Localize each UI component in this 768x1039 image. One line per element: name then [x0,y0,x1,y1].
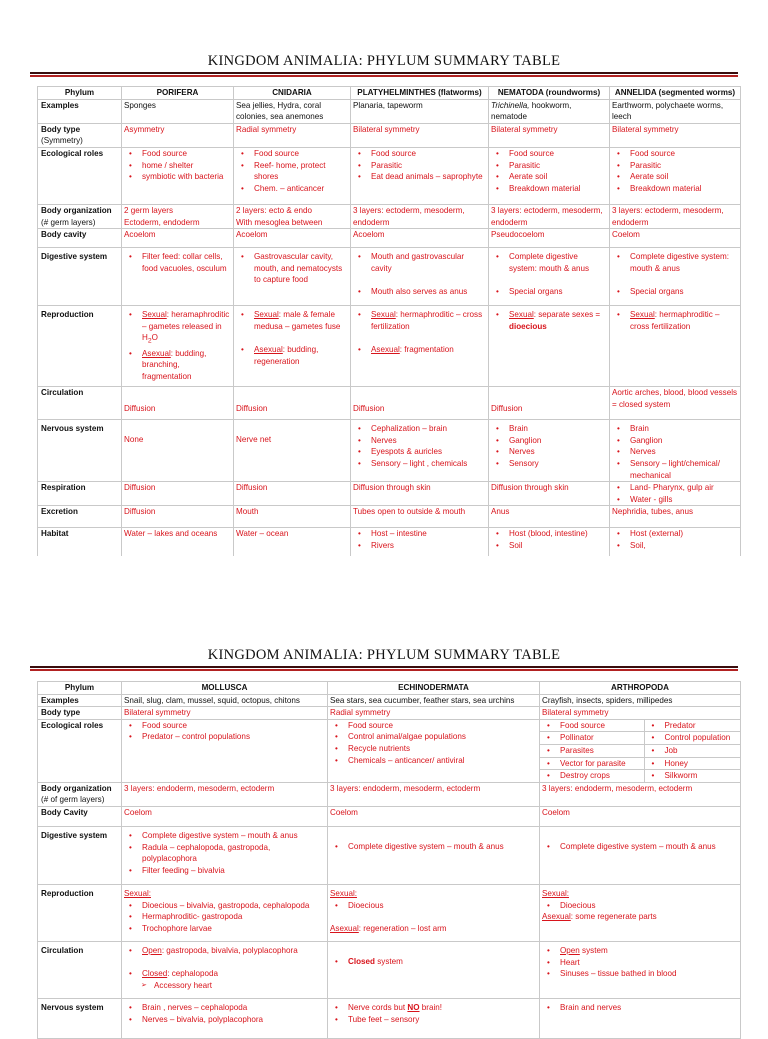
row-label: Body Cavity [38,806,122,826]
list-item: • Host – intestine [353,528,486,540]
cell: Diffusion [234,387,351,420]
list-item: • Complete digestive system – mouth & anus [330,841,537,853]
cell [328,998,540,1038]
cell: Anus [489,506,610,528]
cell [489,99,610,123]
cavity-row [38,229,741,248]
body-type-row [38,707,741,720]
header-porifera: PORIFERA [122,87,234,100]
cell: Diffusion [122,506,234,528]
cell [122,147,234,204]
grid-cell [644,770,740,782]
cell: Diffusion [122,387,234,420]
list-item: • Ganglion [491,435,607,447]
cell: Aortic arches, blood, blood vessels = closed system [610,387,741,420]
list-item: • Sexual: hermaphroditic – cross fertilization [353,309,486,332]
cell-text: hookworm, nematode [491,100,572,122]
list-item: • Special organs [491,286,607,298]
cell [540,998,741,1038]
cell: Diffusion [234,482,351,506]
cell: 3 layers: endoderm, mesoderm, ectoderm [328,782,540,806]
cell: Tubes open to outside & mouth [351,506,489,528]
row-label: Nervous system [38,998,122,1038]
cell [351,528,489,558]
cell [122,204,234,228]
cell: Acoelom [122,229,234,248]
header-mollusca: MOLLUSCA [122,682,328,695]
list-item: • Pollinator [542,732,642,744]
label-text: Body organization [41,783,112,793]
cell-text: : some regenerate parts [570,912,657,922]
cell [328,719,540,782]
list-item: • Open system [542,945,738,957]
digestive-row [38,826,741,884]
cell: Sea jellies, Hydra, coral colonies, sea anemones [234,99,351,123]
cell [122,248,234,306]
cell [540,884,741,941]
examples-row [38,99,741,123]
list-item: • Silkworm [647,770,739,782]
asexual-label: Asexual [542,912,571,922]
cell [234,204,351,228]
list-item: • Gastrovascular cavity, mouth, and nematocysts to capture food [236,251,348,286]
cell: Diffusion through skin [351,482,489,506]
list-item: • Honey [647,758,739,770]
arthropoda-eco-grid [540,720,740,782]
cell-line: Ectoderm, endoderm [124,217,200,227]
cell [610,248,741,306]
list-item: • Dioecious [330,900,537,912]
list-item: • Parasites [542,745,642,757]
row-label [38,782,122,806]
cell [122,884,328,941]
list-item: • Complete digestive system: mouth & anus [612,251,738,274]
cell [610,482,741,506]
cell [122,719,328,782]
list-item: • Nerves [612,446,738,458]
list-item: • Tube feet – sensory [330,1014,537,1026]
list-item: • Food source [542,720,642,732]
list-item: • Trochophore larvae [124,923,325,935]
cell: 3 layers: ectoderm, mesoderm, endoderm [489,204,610,228]
list-item: • Reef- home, protect shores [236,160,348,183]
list-item: • Vector for parasite [542,758,642,770]
cell [489,248,610,306]
cell [489,420,610,482]
label-sub: (# germ layers) [41,217,96,227]
cell: Coelom [540,806,741,826]
list-item: • Asexual: budding, branching, fragmentation [124,348,231,383]
sexual-label: Sexual: [124,888,151,898]
nervous-row [38,420,741,482]
cell [489,306,610,387]
list-item: • Sensory [491,458,607,470]
grid-cell [540,744,644,757]
eco-row [38,719,741,782]
phylum-table-2 [37,681,741,1039]
header-phylum: Phylum [38,682,122,695]
list-item: • Parasitic [491,160,607,172]
grid-cell [644,720,740,732]
list-item: • Sexual: hermaphroditic – cross fertilization [612,309,738,332]
list-item: • Sensory – light , chemicals [353,458,486,470]
title-rule-2 [30,666,738,671]
row-label: Examples [38,99,122,123]
list-item: • Parasitic [353,160,486,172]
circulation-row [38,387,741,420]
cell [540,719,741,782]
cell: Nerve net [234,420,351,482]
label-text: Body organization [41,205,112,215]
list-item: • Control population [647,732,739,744]
row-label: Reproduction [38,884,122,941]
cell: Coelom [328,806,540,826]
cell [328,884,540,941]
cell: Mouth [234,506,351,528]
cell [540,941,741,998]
list-item: • Breakdown material [612,183,738,195]
row-label: Ecological roles [38,147,122,204]
row-label: Reproduction [38,306,122,387]
cell: Earthworm, polychaete worms, leech [610,99,741,123]
cell: 3 layers: ectoderm, mesoderm, endoderm [351,204,489,228]
list-item: • Parasitic [612,160,738,172]
list-item: • Dioecious – bivalvia, gastropoda, cephalopoda [124,900,325,912]
list-item: • Ganglion [612,435,738,447]
cell [489,147,610,204]
cell-line: 2 germ layers [124,205,174,215]
list-item: • Predator [647,720,739,732]
list-item: • Control animal/algae populations [330,731,537,743]
list-item: • symbiotic with bacteria [124,171,231,183]
grid-cell [644,757,740,770]
list-item: • Dioecious [542,900,738,912]
header-platyhelminthes: PLATYHELMINTHES (flatworms) [351,87,489,100]
list-item: • Brain and nerves [542,1002,738,1014]
list-item: • Brain [491,423,607,435]
cell: Diffusion [351,387,489,420]
list-item: • Heart [542,957,738,969]
cell [351,248,489,306]
list-item: • Filter feeding – bivalvia [124,865,325,877]
label-text: Body type [41,124,81,134]
list-item: • Host (external) [612,528,738,540]
cell [610,147,741,204]
cell: 3 layers: endoderm, mesoderm, ectoderm [122,782,328,806]
cell: Pseudocoelom [489,229,610,248]
row-label: Circulation [38,387,122,420]
cell: Acoelom [351,229,489,248]
list-item: • Soil, [612,540,738,552]
list-item: • Destroy crops [542,770,642,782]
list-item: • Aerate soil [612,171,738,183]
habitat-row [38,528,741,558]
row-label: Habitat [38,528,122,558]
sexual-label: Sexual: [542,888,569,898]
list-item: • Food source [491,148,607,160]
cell: Diffusion [489,387,610,420]
list-item: • Hermaphroditic- gastropoda [124,911,325,923]
header-cnidaria: CNIDARIA [234,87,351,100]
list-item: • Sinuses – tissue bathed in blood [542,968,738,980]
title-rule [30,72,738,77]
cell [122,306,234,387]
italic-genus: Trichinella, [491,100,530,110]
row-label: Nervous system [38,420,122,482]
cell [122,941,328,998]
cell [234,248,351,306]
cell [328,941,540,998]
list-item: • Mouth and gastrovascular cavity [353,251,486,274]
cell [610,420,741,482]
eco-row [38,147,741,204]
cell: Water – ocean [234,528,351,558]
list-item: • Open: gastropoda, bivalvia, polyplacophora [124,945,325,957]
list-item: ➢ Accessory heart [124,980,325,992]
list-item: • Nerves [353,435,486,447]
list-item: • Job [647,745,739,757]
list-item: • Nerves [491,446,607,458]
list-item: • Special organs [612,286,738,298]
cell [234,147,351,204]
row-label: Body cavity [38,229,122,248]
list-item: • Closed system [330,956,537,968]
row-label: Respiration [38,482,122,506]
grid-cell [540,757,644,770]
cell [122,998,328,1038]
list-item: • Complete digestive system – mouth & anus [542,841,738,853]
cell [610,306,741,387]
list-item: • Nerves – bivalvia, polyplacophora [124,1014,325,1026]
cell-line: With mesoglea between [236,217,323,227]
cell: Diffusion through skin [489,482,610,506]
cell: Acoelom [234,229,351,248]
list-item: • Sensory – light/chemical/ mechanical [612,458,738,481]
list-item: • Host (blood, intestine) [491,528,607,540]
list-item: • Land- Pharynx, gulp air [612,482,738,494]
list-item: • Food source [124,720,325,732]
cell: Sea stars, sea cucumber, feather stars, sea urchins [328,694,540,707]
body-type-row [38,123,741,147]
header-arthropoda: ARTHROPODA [540,682,741,695]
cell: Coelom [122,806,328,826]
list-item: • Radula – cephalopoda, gastropoda, polyplacophora [124,842,325,865]
header-row [38,682,741,695]
list-item: • Brain [612,423,738,435]
cell-text: : regeneration – lost arm [358,923,447,933]
list-item: • home / shelter [124,160,231,172]
list-item: • Aerate soil [491,171,607,183]
cell: 3 layers: endoderm, mesoderm, ectoderm [540,782,741,806]
page-title: KINGDOM ANIMALIA: PHYLUM SUMMARY TABLE [207,53,561,69]
excretion-row [38,506,741,528]
list-item: • Mouth also serves as anus [353,286,486,298]
phylum-table-1 [37,86,741,558]
list-item: • Recycle nutrients [330,743,537,755]
cell: 3 layers: ectoderm, mesoderm, endoderm [610,204,741,228]
cell: Diffusion [122,482,234,506]
cell: Bilateral symmetry [489,123,610,147]
header-annelida: ANNELIDA (segmented worms) [610,87,741,100]
cell [351,420,489,482]
list-item: • Complete digestive system – mouth & anus [124,830,325,842]
list-item: • Food source [124,148,231,160]
list-item: • Soil [491,540,607,552]
cell: Bilateral symmetry [122,707,328,720]
row-label: Circulation [38,941,122,998]
cell: Asymmetry [122,123,234,147]
label-sub: (Symmetry) [41,136,83,146]
cell: Bilateral symmetry [540,707,741,720]
page-cut-mask [0,556,768,640]
asexual-label: Asexual [330,923,359,933]
grid-cell [644,732,740,745]
list-item: • Breakdown material [491,183,607,195]
cell-line: 2 layers: ecto & endo [236,205,313,215]
list-item: • Sexual: separate sexes = dioecious [491,309,607,332]
header-echinodermata: ECHINODERMATA [328,682,540,695]
grid-cell [540,732,644,745]
list-item: • Food source [236,148,348,160]
cell: Sponges [122,99,234,123]
cell: None [122,420,234,482]
grid-cell [540,770,644,782]
cell: Bilateral symmetry [610,123,741,147]
examples-row [38,694,741,707]
list-item: • Water - gills [612,494,738,506]
list-item: • Food source [612,148,738,160]
cell: Radial symmetry [328,707,540,720]
header-nematoda: NEMATODA (roundworms) [489,87,610,100]
cell [540,826,741,884]
grid-cell [644,744,740,757]
row-label [38,204,122,228]
cell [351,306,489,387]
circulation-row [38,941,741,998]
list-item: • Sexual: male & female medusa – gametes fuse [236,309,348,332]
row-label: Ecological roles [38,719,122,782]
list-item: • Chem. – anticancer [236,183,348,195]
list-item: • Cephalization – brain [353,423,486,435]
cell: Bilateral symmetry [351,123,489,147]
row-label: Excretion [38,506,122,528]
cell [328,826,540,884]
list-item: • Eat dead animals – saprophyte [353,171,486,183]
list-item: • Brain , nerves – cephalopoda [124,1002,325,1014]
list-item: • Chemicals – anticancer/ antiviral [330,755,537,767]
grid-cell [540,720,644,732]
header-row [38,87,741,100]
respiration-row [38,482,741,506]
cell [351,147,489,204]
header-phylum: Phylum [38,87,122,100]
sexual-label: Sexual: [330,888,357,898]
list-item: • Eyespots & auricles [353,446,486,458]
cell: Water – lakes and oceans [122,528,234,558]
cell [610,528,741,558]
cell [489,528,610,558]
cell: Radial symmetry [234,123,351,147]
list-item: • Rivers [353,540,486,552]
reproduction-row [38,306,741,387]
list-item: • Asexual: fragmentation [353,344,486,356]
cell: Snail, slug, clam, mussel, squid, octopus, chitons [122,694,328,707]
cell: Coelom [610,229,741,248]
cavity-row [38,806,741,826]
reproduction-row [38,884,741,941]
list-item: • Nerve cords but NO brain! [330,1002,537,1014]
list-item: • Predator – control populations [124,731,325,743]
row-label: Examples [38,694,122,707]
organization-row [38,204,741,228]
list-item: • Asexual: budding, regeneration [236,344,348,367]
list-item: • Filter feed: collar cells, food vacuoles, osculum [124,251,231,274]
list-item: • Closed: cephalopoda [124,968,325,980]
organization-row [38,782,741,806]
cell [122,826,328,884]
cell: Crayfish, insects, spiders, millipedes [540,694,741,707]
cell [234,306,351,387]
list-item: • Food source [353,148,486,160]
row-label: Digestive system [38,248,122,306]
digestive-row [38,248,741,306]
list-item: • Sexual: heramaphroditic – gametes released in $H_2O$ [124,309,231,347]
nervous-row [38,998,741,1038]
row-label: Body type [38,707,122,720]
label-sub: (# of germ layers) [41,795,105,805]
cell: Planaria, tapeworm [351,99,489,123]
cell: Nephridia, tubes, anus [610,506,741,528]
row-label [38,123,122,147]
page-title-2: KINGDOM ANIMALIA: PHYLUM SUMMARY TABLE [207,647,561,663]
list-item: • Food source [330,720,537,732]
list-item: • Complete digestive system: mouth & anus [491,251,607,274]
row-label: Digestive system [38,826,122,884]
